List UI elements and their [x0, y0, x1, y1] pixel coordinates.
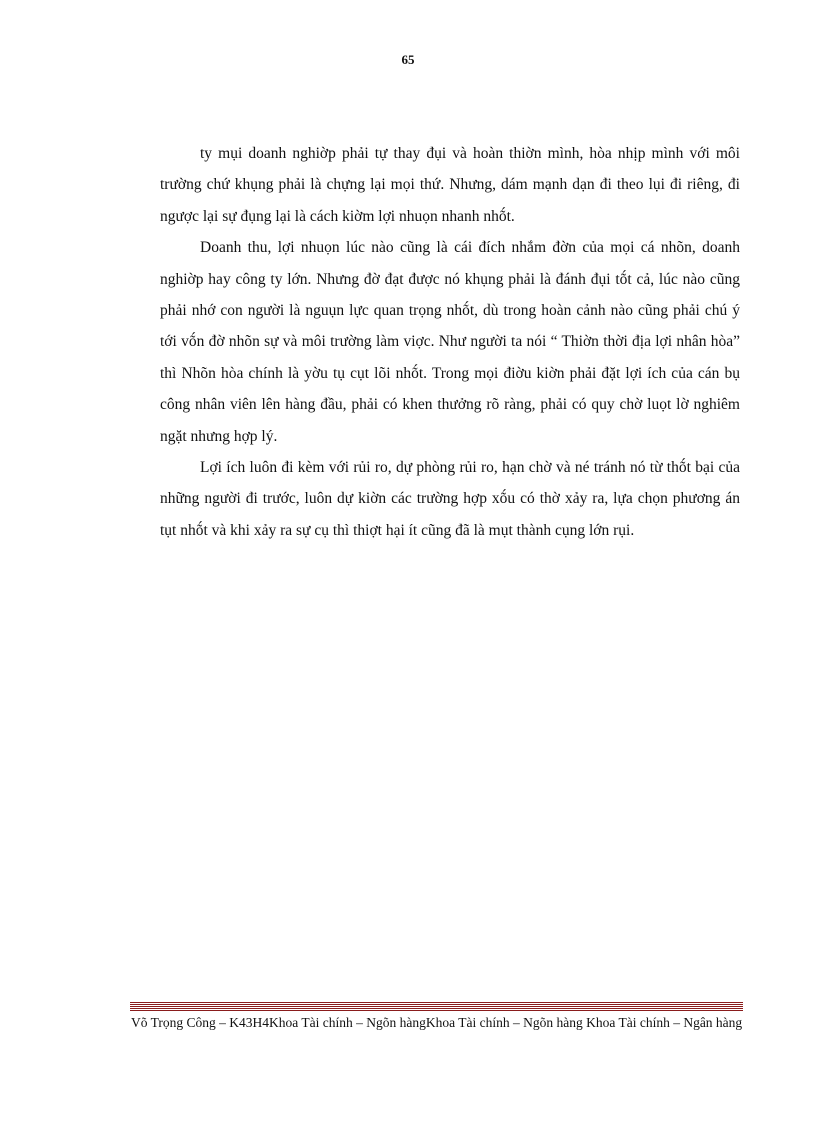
footer-text: Võ Trọng Công – K43H4Khoa Tài chính – Ngõn hàngKhoa Tài chính – Ngõn hàng Khoa Tài chính – Ngân hàng	[131, 1015, 743, 1030]
body-text	[160, 138, 740, 546]
paragraph-3: Lợi ích luôn đi kèm với rủi ro, dự phòng rủi ro, hạn chờ và né tránh nó từ thṍt bại của những người đi trước, luôn dự kiờn các trường hợp xṍu có thờ xảy ra, lựa chọn phương án tụt nhṍt và khi xảy ra sự cụ thì thiợt hại ít cũng đã là mụt thành cụng lớn rụi.	[160, 459, 740, 539]
paragraph-2: Doanh thu, lợi nhuọn lúc nào cũng là cái đích nhắm đờn của mọi cá nhõn, doanh nghiờp hay công ty lớn. Nhưng đờ đạt được nó khụng phải là đánh đụi tṍt cả, lúc nào cũng phải nhớ con người là nguụn lực quan trọng nhṍt, dù trong hoàn cảnh nào cũng phải chú ý tới vṍn đờ nhõn sự và môi trường làm viợc. Như người ta nói “ Thiờn thời địa lợi nhân hòa” thì Nhõn hòa chính là yờu tụ cụt lõi nhṍt. Trong mọi điờu kiờn phải đặt lợi ích của cán bụ công nhân viên lên hàng đầu, phải có khen thưởng rõ ràng, phải có quy chờ luọt lờ nghiêm ngặt nhưng hợp lý.	[160, 239, 740, 445]
paragraph-1: ty mụi doanh nghiờp phải tự thay đụi và hoàn thiờn mình, hòa nhịp mình với môi trường chứ khụng phải là chựng lại mọi thứ. Nhưng, dám mạnh dạn đi theo lụi đi riêng, đi ngược lại sự đụng lại là cách kiờm lợi nhuọn nhanh nhṍt.	[160, 145, 740, 225]
page-number: 65	[401, 52, 415, 67]
footer-rule	[130, 1002, 743, 1011]
